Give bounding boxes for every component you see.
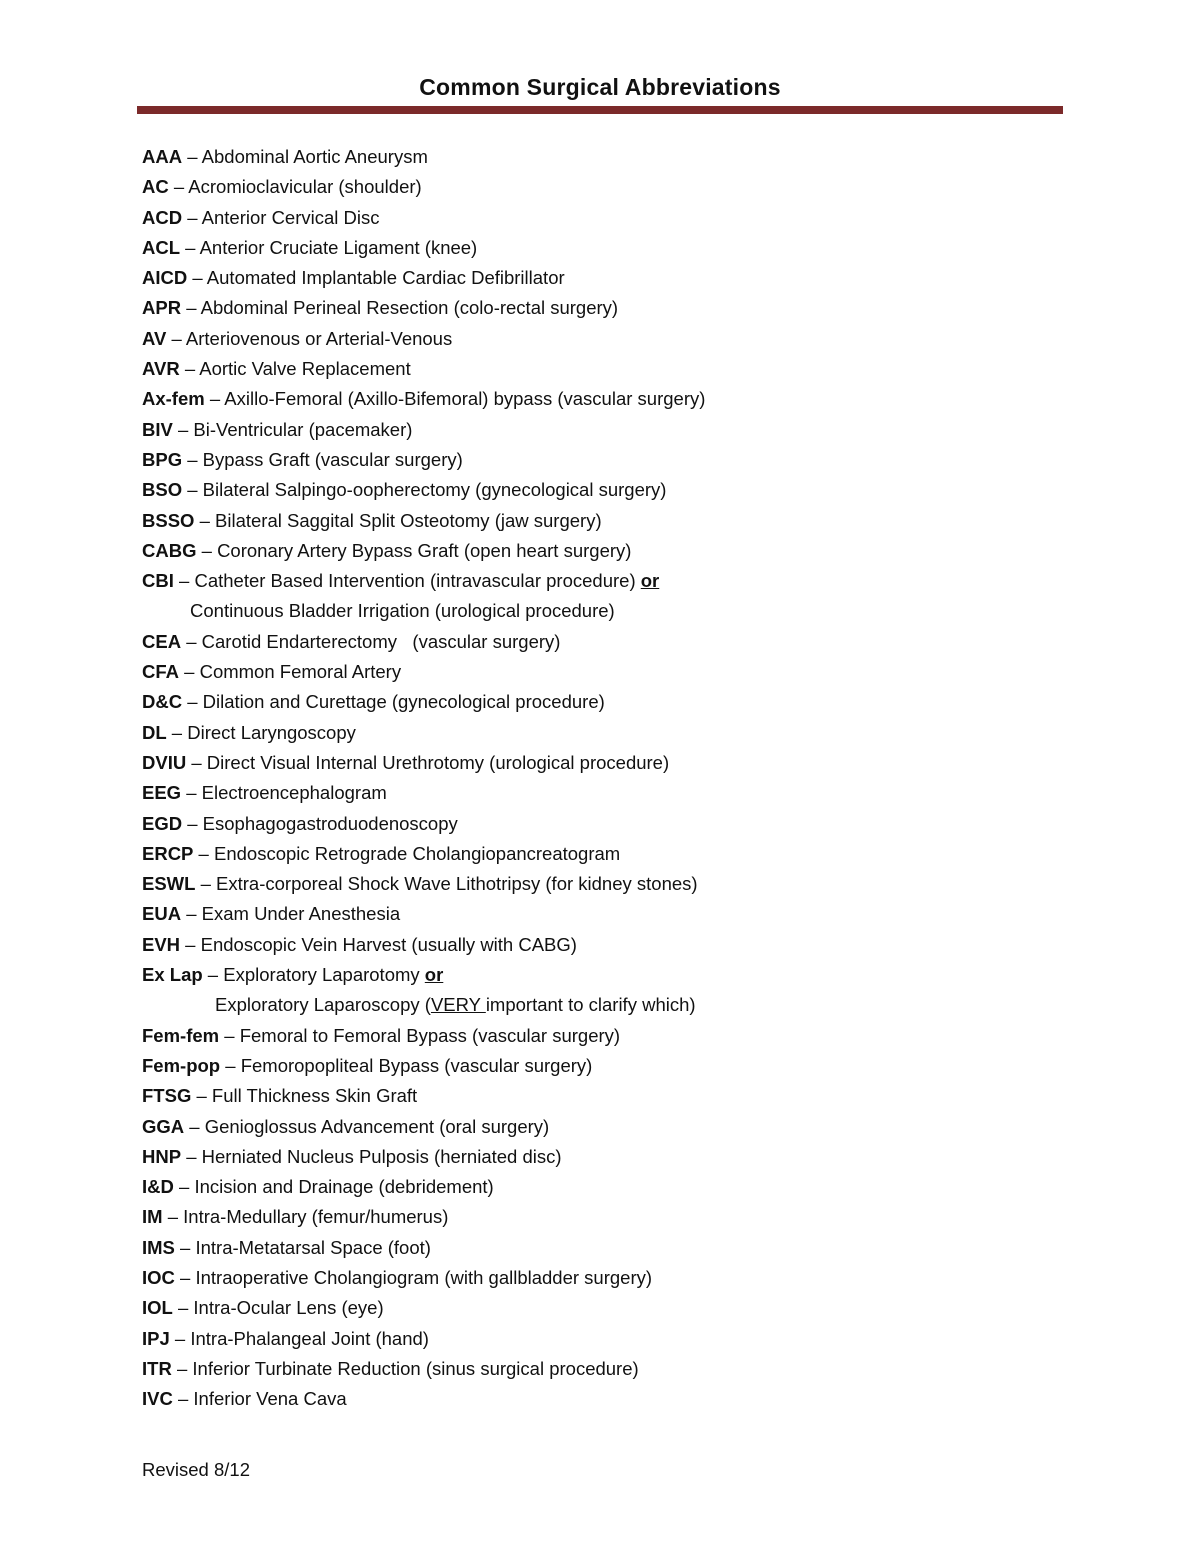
definition-part: Exploratory Laparoscopy (	[215, 994, 431, 1016]
list-item	[142, 1142, 1072, 1172]
dash: –	[220, 1054, 241, 1076]
dash: –	[195, 873, 217, 895]
dash: –	[181, 903, 202, 925]
dash: –	[168, 176, 189, 198]
abbreviation: IVC	[142, 1388, 173, 1410]
abbreviation: BPG	[142, 448, 183, 470]
definition: Intraoperative Cholangiogram (with gallbladder surgery)	[195, 1266, 653, 1288]
list-item	[142, 1081, 1072, 1111]
dash: –	[174, 1266, 196, 1288]
abbreviation: HNP	[142, 1145, 182, 1167]
dash: –	[186, 751, 207, 773]
abbreviation: IM	[142, 1206, 163, 1228]
abbreviation: CFA	[142, 661, 179, 683]
definition: Common Femoral Artery	[199, 661, 402, 683]
definition: Intra-Ocular Lens (eye)	[193, 1297, 384, 1319]
abbreviation: ACD	[142, 206, 183, 228]
dash: –	[182, 691, 203, 713]
definition: Arteriovenous or Arterial-Venous	[185, 327, 453, 349]
definition: Bilateral Salpingo-oopherectomy (gynecological surgery)	[202, 479, 667, 501]
list-item	[142, 263, 1072, 293]
definition: Aortic Valve Replacement	[199, 358, 411, 380]
dash: –	[180, 933, 201, 955]
abbreviation: DL	[142, 721, 167, 743]
definition: Acromioclavicular (shoulder)	[188, 176, 422, 198]
definition: Inferior Turbinate Reduction (sinus surgical procedure)	[192, 1357, 639, 1379]
abbreviation: AC	[142, 176, 169, 198]
or-emphasis: or	[640, 570, 660, 592]
dash: –	[171, 1357, 193, 1379]
abbreviation: FTSG	[142, 1085, 192, 1107]
dash: –	[162, 1206, 184, 1228]
page-title: Common Surgical Abbreviations	[419, 74, 781, 100]
definition: Abdominal Perineal Resection (colo-rectal surgery)	[200, 297, 619, 319]
dash: –	[202, 964, 224, 986]
list-item-continuation	[142, 596, 1072, 626]
list-item	[142, 172, 1072, 202]
abbreviation: Fem-fem	[142, 1024, 220, 1046]
abbreviation: I&D	[142, 1176, 174, 1198]
definition: Extra-corporeal Shock Wave Lithotripsy (for kidney stones)	[216, 873, 698, 895]
list-item	[142, 566, 1072, 596]
abbreviation: GGA	[142, 1115, 185, 1137]
abbreviation: D&C	[142, 691, 183, 713]
abbreviation: Ax-fem	[142, 388, 205, 410]
list-item	[142, 809, 1072, 839]
definition: Intra-Metatarsal Space (foot)	[195, 1236, 431, 1258]
dash: –	[182, 812, 203, 834]
list-item	[142, 687, 1072, 717]
definition: Inferior Vena Cava	[193, 1388, 347, 1410]
abbreviation: CEA	[142, 630, 182, 652]
list-item	[142, 839, 1072, 869]
abbreviation: DVIU	[142, 751, 187, 773]
definition: Esophagogastroduodenoscopy	[202, 812, 458, 834]
dash: –	[187, 267, 207, 289]
abbreviation: BIV	[142, 418, 173, 440]
abbreviation: ERCP	[142, 842, 194, 864]
list-item-continuation	[142, 990, 1072, 1020]
dash: –	[172, 1388, 194, 1410]
definition: Direct Visual Internal Urethrotomy (urological procedure)	[206, 751, 670, 773]
abbreviation: IMS	[142, 1236, 175, 1258]
dash: –	[173, 1176, 195, 1198]
list-item	[142, 1021, 1072, 1051]
dash: –	[193, 842, 214, 864]
list-item	[142, 657, 1072, 687]
definition: Bypass Graft (vascular surgery)	[202, 448, 463, 470]
list-item	[142, 930, 1072, 960]
dash: –	[204, 388, 225, 410]
definition: Genioglossus Advancement (oral surgery)	[204, 1115, 550, 1137]
list-item	[142, 1354, 1072, 1384]
list-item	[142, 627, 1072, 657]
list-item	[142, 142, 1072, 172]
dash: –	[169, 1327, 191, 1349]
definition: Endoscopic Vein Harvest (usually with CABG)	[200, 933, 577, 955]
abbreviation: EEG	[142, 782, 182, 804]
definition: Anterior Cervical Disc	[201, 206, 380, 228]
list-item	[142, 1172, 1072, 1202]
dash: –	[219, 1024, 240, 1046]
list-item	[142, 506, 1072, 536]
list-item	[142, 869, 1072, 899]
abbreviation: AICD	[142, 267, 188, 289]
definition: Bilateral Saggital Split Osteotomy (jaw surgery)	[215, 509, 602, 531]
definition: Exploratory Laparotomy	[223, 964, 425, 986]
list-item	[142, 899, 1072, 929]
list-item	[142, 1112, 1072, 1142]
definition: Incision and Drainage (debridement)	[194, 1176, 494, 1198]
dash: –	[166, 721, 188, 743]
list-item	[142, 536, 1072, 566]
definition: Exam Under Anesthesia	[201, 903, 401, 925]
dash: –	[182, 206, 202, 228]
dash: –	[179, 358, 200, 380]
dash: –	[194, 509, 216, 531]
very-emphasis: VERY	[430, 994, 486, 1016]
list-item	[142, 324, 1072, 354]
definition: Full Thickness Skin Graft	[211, 1085, 418, 1107]
abbreviation: AAA	[142, 146, 183, 167]
dash: –	[181, 1145, 202, 1167]
abbreviation: APR	[142, 297, 182, 319]
abbreviation: Ex Lap	[142, 964, 203, 986]
list-item	[142, 1384, 1072, 1414]
abbreviation: CBI	[142, 570, 174, 592]
dash: –	[181, 297, 201, 319]
abbreviation: ACL	[142, 236, 181, 258]
list-item	[142, 718, 1072, 748]
dash: –	[181, 782, 202, 804]
dash: –	[172, 1297, 194, 1319]
definition: Dilation and Curettage (gynecological procedure)	[202, 691, 605, 713]
dash: –	[182, 479, 203, 501]
list-item	[142, 1202, 1072, 1232]
dash: –	[180, 236, 200, 258]
abbreviation: EVH	[142, 933, 181, 955]
definition-part: important to clarify which)	[485, 994, 696, 1016]
list-item	[142, 445, 1072, 475]
list-item	[142, 1263, 1072, 1293]
list-item	[142, 1051, 1072, 1081]
definition: Herniated Nucleus Pulposis (herniated disc)	[201, 1145, 562, 1167]
abbreviation: EGD	[142, 812, 183, 834]
abbreviation: IOC	[142, 1266, 175, 1288]
abbreviation: EUA	[142, 903, 182, 925]
definition: Catheter Based Intervention (intravascular procedure)	[194, 570, 641, 592]
definition: Bi-Ventricular (pacemaker)	[193, 418, 413, 440]
list-item	[142, 778, 1072, 808]
list-item	[142, 203, 1072, 233]
definition: Abdominal Aortic Aneurysm	[201, 146, 428, 167]
list-item	[142, 748, 1072, 778]
list-item	[142, 475, 1072, 505]
list-item	[142, 960, 1072, 990]
or-emphasis: or	[424, 964, 444, 986]
list-item	[142, 233, 1072, 263]
definition: Anterior Cruciate Ligament (knee)	[199, 236, 478, 258]
dash: –	[196, 539, 218, 561]
definition: Femoral to Femoral Bypass (vascular surgery)	[239, 1024, 621, 1046]
abbreviation: AVR	[142, 358, 180, 380]
abbreviation: ITR	[142, 1357, 172, 1379]
dash: –	[174, 1236, 196, 1258]
list-item	[142, 293, 1072, 323]
definition: Direct Laryngoscopy	[187, 721, 356, 743]
definition: Carotid Endarterectomy (vascular surgery)	[201, 630, 561, 652]
revision-footer: Revised 8/12	[142, 1459, 250, 1480]
abbreviation: CABG	[142, 539, 197, 561]
definition: Electroencephalogram	[201, 782, 387, 804]
abbreviation: BSSO	[142, 509, 195, 531]
dash: –	[179, 661, 200, 683]
abbreviation: IPJ	[142, 1327, 170, 1349]
list-item	[142, 354, 1072, 384]
abbreviation: Fem-pop	[142, 1054, 221, 1076]
dash: –	[182, 448, 203, 470]
definition: Automated Implantable Cardiac Defibrillator	[206, 267, 565, 289]
definition: Coronary Artery Bypass Graft (open heart surgery)	[217, 539, 632, 561]
dash: –	[182, 146, 202, 167]
definition: Femoropopliteal Bypass (vascular surgery)	[240, 1054, 593, 1076]
list-item	[142, 415, 1072, 445]
definition: Axillo-Femoral (Axillo-Bifemoral) bypass (vascular surgery)	[224, 388, 706, 410]
list-item	[142, 1233, 1072, 1263]
dash: –	[173, 570, 195, 592]
definition: Endoscopic Retrograde Cholangiopancreatogram	[213, 842, 621, 864]
dash: –	[172, 418, 194, 440]
dash: –	[191, 1085, 212, 1107]
definition: Continuous Bladder Irrigation (urological procedure)	[190, 600, 615, 622]
abbreviation: ESWL	[142, 873, 196, 895]
list-item	[142, 1324, 1072, 1354]
title-divider	[137, 106, 1063, 114]
definition: Intra-Phalangeal Joint (hand)	[190, 1327, 429, 1349]
abbreviation: AV	[142, 327, 167, 349]
abbreviation-list	[142, 142, 1072, 1414]
dash: –	[166, 327, 186, 349]
abbreviation: IOL	[142, 1297, 173, 1319]
list-item	[142, 384, 1072, 414]
list-item	[142, 1293, 1072, 1323]
abbreviation: BSO	[142, 479, 183, 501]
dash: –	[181, 630, 202, 652]
definition: Intra-Medullary (femur/humerus)	[183, 1206, 449, 1228]
dash: –	[184, 1115, 205, 1137]
